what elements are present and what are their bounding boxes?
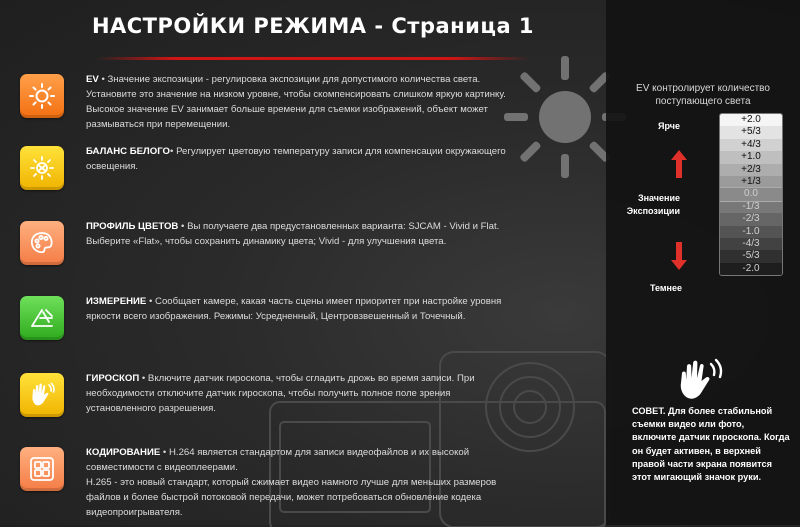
feature-encoding-description: H.264 является стандартом для записи видеофайлов и их высокой совместимости с видеоплеерами. <box>86 447 470 473</box>
feature-metering-text <box>86 294 516 324</box>
feature-white-balance-text <box>86 144 516 174</box>
feature-ev-name: EV <box>86 74 99 85</box>
ev-scale-item: +5/3 <box>720 126 782 138</box>
ev-scale-item: -2.0 <box>720 263 782 275</box>
feature-white-balance-name: БАЛАНС БЕЛОГО <box>86 146 171 157</box>
arrow-up-icon <box>670 150 688 178</box>
feature-white-balance-separator: • <box>170 146 177 157</box>
feature-ev-separator: • <box>98 74 108 85</box>
header <box>78 0 548 62</box>
feature-gyroscope-description: Включите датчик гироскопа, чтобы сгладить дрожь во время записи. При необходимости отключите датчик гироскопа, чтобы получить полное поле зрения установленного разрешения. <box>86 373 475 414</box>
feature-encoding-separator: • <box>160 447 169 458</box>
gyroscope-hand-large-icon <box>676 356 726 401</box>
feature-encoding-text <box>86 445 516 520</box>
feature-color-profile-text <box>86 219 516 249</box>
ev-scale-item: +2/3 <box>720 164 782 176</box>
metering-icon <box>20 296 64 340</box>
ev-scale-item: +4/3 <box>720 139 782 151</box>
feature-encoding-description-2: H.265 - это новый стандарт, который сжимает видео намного лучше для меньших размеров файлов и более быстрой потоковой передачи, может потребоваться обновление кодека видеопроигрывателя. <box>86 477 497 518</box>
feature-color-profile-separator: • <box>178 221 188 232</box>
feature-ev-text <box>86 72 516 132</box>
feature-color-profile-description: Вы получаете два предустановленных варианта: SJCAM - Vivid и Flat. Выберите «Flat», чтобы сохранить динамику цвета; Vivid - для улучшения цвета. <box>86 221 500 247</box>
ev-scale-item: -2/3 <box>720 213 782 225</box>
feature-gyroscope-name: ГИРОСКОП <box>86 373 140 384</box>
page-title: НАСТРОЙКИ РЕЖИМА - Страница 1 <box>91 14 535 38</box>
feature-white-balance-description: Регулирует цветовую температуру записи для компенсации окружающего освещения. <box>86 146 506 172</box>
feature-metering-name: ИЗМЕРЕНИЕ <box>86 296 147 307</box>
white-balance-icon <box>20 146 64 190</box>
ev-scale-item: +1.0 <box>720 151 782 163</box>
ev-scale-item: +1/3 <box>720 176 782 188</box>
arrow-down-icon <box>670 242 688 270</box>
ev-scale-item: -1/3 <box>720 201 782 213</box>
ev-scale-item: 0.0 <box>720 188 782 200</box>
palette-icon <box>20 221 64 265</box>
feature-gyroscope-separator: • <box>139 373 148 384</box>
ev-scale-item: -4/3 <box>720 238 782 250</box>
tip-text: СОВЕТ. Для более стабильной съемки видео или фото, включите датчик гироскопа. Когда он будет активен, в верхней правой части экрана появится этот мигающий значок руки. <box>632 406 790 483</box>
ev-value-label-line1: Значение <box>637 193 680 203</box>
feature-ev-description: Значение экспозиции - регулировка экспозиции для допустимого количества света. Установите это значение на низком уровне, чтобы скомпенсировать слишком яркую картинку. Высокое значение EV занимает больше времени для съемки изображений, объект может размываться при перемещении. <box>86 74 506 130</box>
title-underline <box>96 57 530 60</box>
ev-sun-icon <box>20 74 64 118</box>
ev-panel-title: EV контролирует количество поступающего света <box>636 83 770 107</box>
feature-gyroscope-text <box>86 371 516 416</box>
feature-color-profile-name: ПРОФИЛЬ ЦВЕТОВ <box>86 221 179 232</box>
gyroscope-hand-icon <box>20 373 64 417</box>
ev-brighter-label: Ярче <box>658 121 680 131</box>
feature-metering-description: Сообщает камере, какая часть сцены имеет приоритет при настройке уровня яркости всего изображения. Режимы: Усредненный, Центровзвешенный и Точечный. <box>86 296 502 322</box>
ev-scale-item: +2.0 <box>720 114 782 126</box>
encoding-icon <box>20 447 64 491</box>
ev-darker-label: Темнее <box>649 283 682 293</box>
ev-scale-item: -5/3 <box>720 250 782 262</box>
ev-scale-item: -1.0 <box>720 226 782 238</box>
ev-value-label-line2: Экспозиции <box>626 206 680 216</box>
feature-metering-separator: • <box>146 296 156 307</box>
feature-encoding-name: КОДИРОВАНИЕ <box>86 447 161 458</box>
ev-scale <box>719 113 783 276</box>
